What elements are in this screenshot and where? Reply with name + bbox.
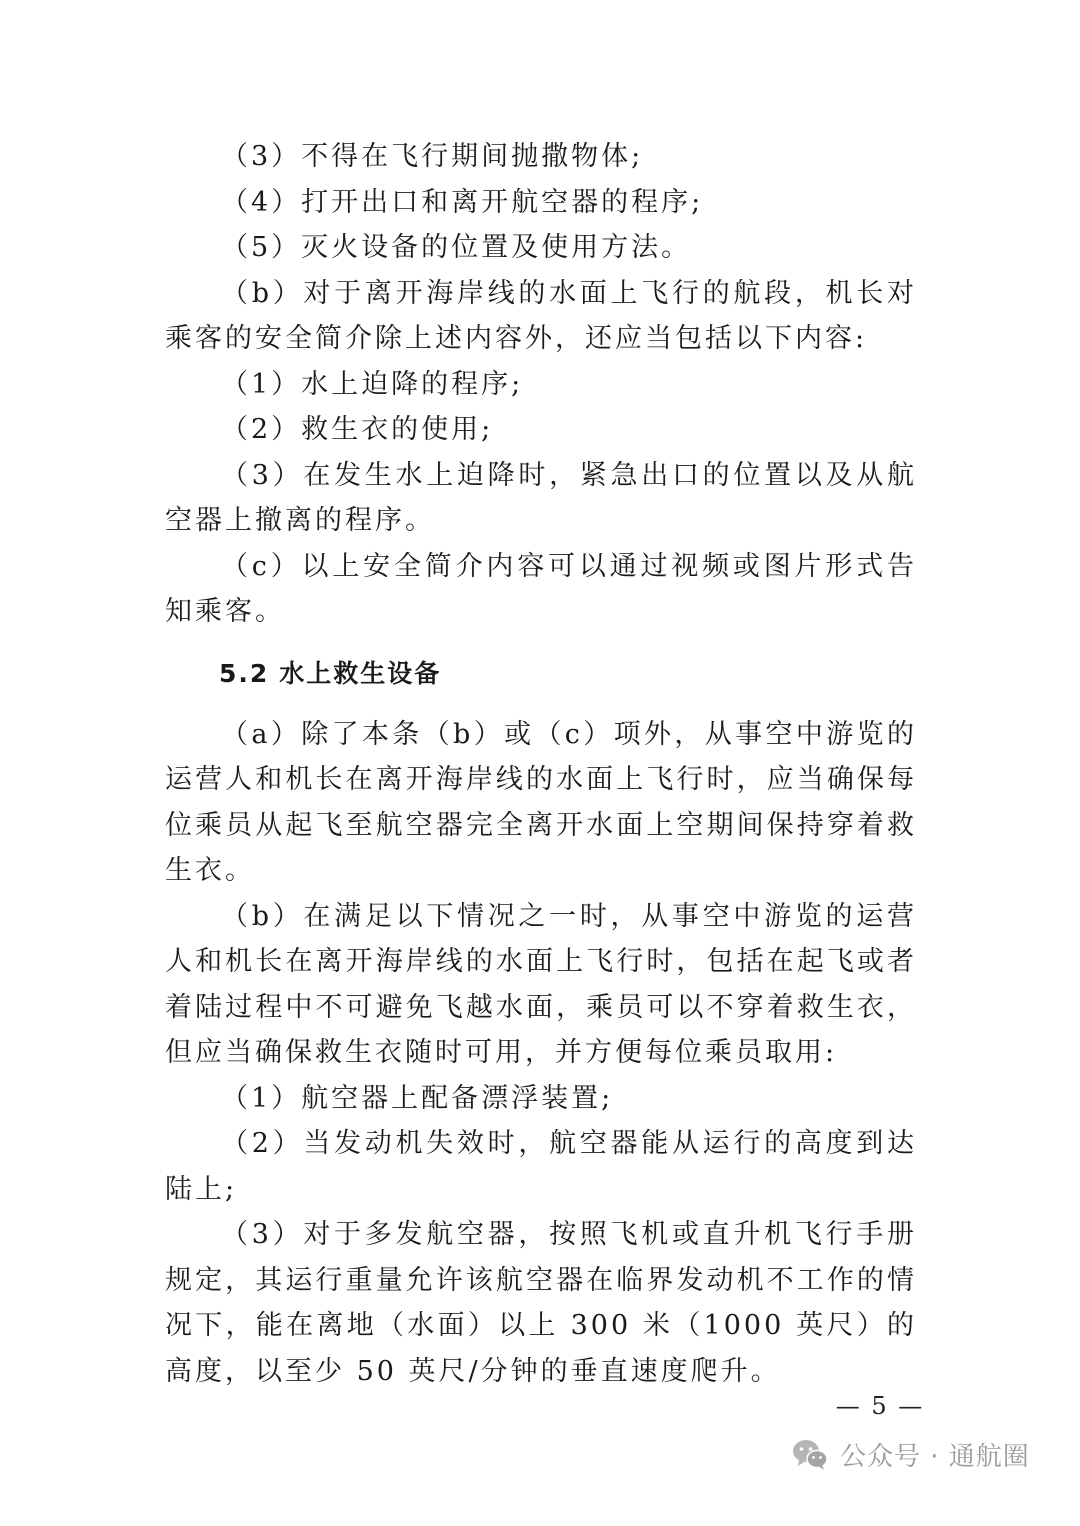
section-title: 水上救生设备	[279, 658, 442, 688]
paragraph: （a）除了本条（b）或（c）项外，从事空中游览的运营人和机长在离开海岸线的水面上飞行时，应当确保每位乘员从起飞至航空器完全离开水面上空期间保持穿着救生衣。	[165, 718, 917, 886]
watermark	[790, 1432, 1030, 1476]
paragraph: （2）当发动机失效时，航空器能从运行的高度到达陆上;	[165, 1128, 917, 1205]
watermark-text: 公众号 · 通航圈	[840, 1441, 1030, 1472]
page-number: — 5 —	[835, 1392, 925, 1420]
paragraph: （1）水上迫降的程序;	[221, 368, 524, 400]
paragraph: （c）以上安全简介内容可以通过视频或图片形式告知乘客。	[165, 550, 917, 627]
paragraph: （4）打开出口和离开航空器的程序;	[221, 186, 704, 218]
paragraph: （b）在满足以下情况之一时，从事空中游览的运营人和机长在离开海岸线的水面上飞行时，包括在起飞或者着陆过程中不可避免飞越水面，乘员可以不穿着救生衣，但应当确保救生衣随时可用，并方便每位乘员取用:	[165, 900, 917, 1068]
paragraph: （3）在发生水上迫降时，紧急出口的位置以及从航空器上撤离的程序。	[165, 459, 917, 536]
document-body	[165, 134, 917, 1394]
paragraph: （b）对于离开海岸线的水面上飞行的航段，机长对乘客的安全简介除上述内容外，还应当包括以下内容:	[165, 277, 917, 354]
section-number: 5.2	[219, 658, 270, 688]
wechat-icon	[790, 1434, 830, 1474]
paragraph: （5）灭火设备的位置及使用方法。	[221, 232, 692, 263]
paragraph: （2）救生衣的使用;	[221, 414, 494, 445]
paragraph: （3）不得在飞行期间抛撒物体;	[221, 141, 644, 172]
paragraph: （3）对于多发航空器，按照飞机或直升机飞行手册规定，其运行重量允许该航空器在临界发动机不工作的情况下，能在离地（水面）以上 300 米（1000 英尺）的高度，以至少 50 英尺/分钟的垂直速度爬升。	[165, 1219, 917, 1387]
paragraph: （1）航空器上配备漂浮装置;	[221, 1082, 614, 1114]
section-heading	[165, 651, 917, 696]
